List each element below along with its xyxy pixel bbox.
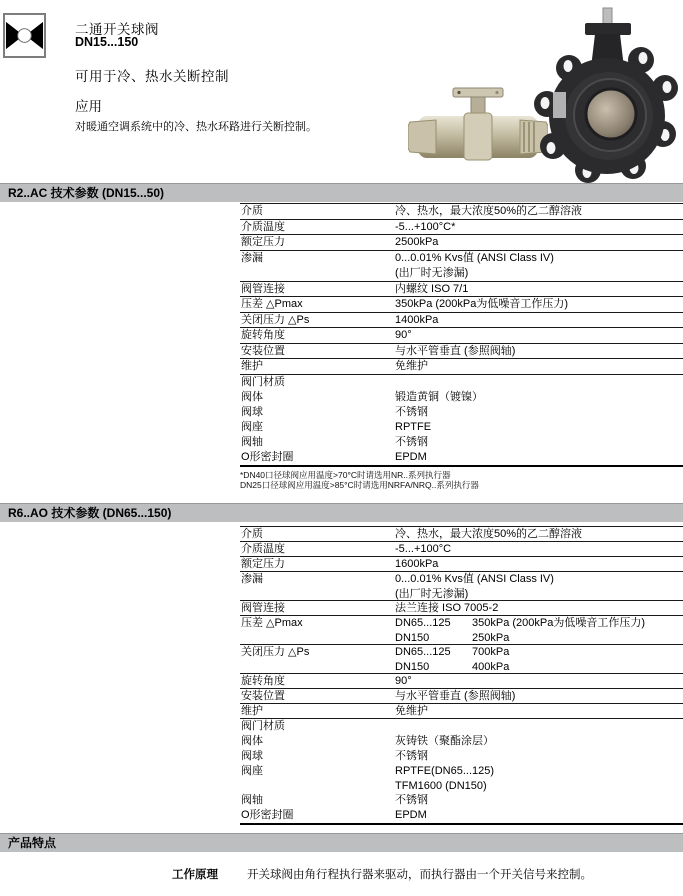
pressure-value: 700kPa <box>472 646 510 658</box>
spec-value: 90° <box>395 329 412 341</box>
spec-label: 旋转角度 <box>241 329 285 341</box>
spec-table-r2ac <box>240 203 683 467</box>
spec-value: 灰铸铁（聚酯涂层） <box>395 735 494 747</box>
two-way-valve-icon <box>3 13 46 58</box>
table-row <box>240 674 683 689</box>
spec-value-line: 0...0.01% Kvs值 (ANSI Class IV) <box>395 251 554 264</box>
materials-group <box>240 719 683 825</box>
spec-label: 阀座 <box>241 420 263 433</box>
spec-label: 安装位置 <box>241 690 285 702</box>
table-row <box>240 204 683 220</box>
spec-label: 旋转角度 <box>241 675 285 687</box>
table-row <box>240 420 683 435</box>
table-row <box>240 764 683 793</box>
spec-value: 与水平管垂直 (参照阀轴) <box>395 344 516 357</box>
spec-value: 内螺纹 ISO 7/1 <box>395 282 469 295</box>
spec-label: 介质 <box>241 528 263 540</box>
table-row <box>240 235 683 251</box>
spec-subrow <box>395 631 683 646</box>
spec-value <box>395 616 683 644</box>
materials-group <box>240 375 683 467</box>
spec-value: 350kPa (200kPa为低噪音工作压力) <box>395 298 568 310</box>
size-range: DN150 <box>395 660 430 673</box>
footnote-line: DN25口径球阀应用温度>85°C时请选用NRFA/NRQ..系列执行器 <box>240 480 479 490</box>
size-range: DN65...125 <box>395 617 451 629</box>
spec-label: 关闭压力 △Ps <box>241 313 310 326</box>
table-row <box>240 344 683 360</box>
table-row <box>240 601 683 616</box>
spec-label: 阀座 <box>241 765 263 777</box>
spec-value-line: TFM1600 (DN150) <box>395 780 487 792</box>
spec-value: 免维护 <box>395 705 428 717</box>
spec-value-line: RPTFE(DN65...125) <box>395 765 495 777</box>
working-principle-text: 开关球阀由角行程执行器来驱动，而执行器由一个开关信号来控制。 <box>247 869 592 881</box>
table-row <box>240 435 683 450</box>
spec-value: 冷、热水，最大浓度50%的乙二醇溶液 <box>395 205 583 217</box>
spec-label: 压差 △Pmax <box>241 617 303 629</box>
table-row <box>240 359 683 375</box>
spec-label: 阀体 <box>241 735 263 747</box>
spec-table-r6ao <box>240 526 683 825</box>
pressure-value: 250kPa <box>472 631 510 644</box>
section-header-r2ac: R2..AC 技术参数 (DN15...50) <box>0 183 683 202</box>
spec-value: -5...+100°C <box>395 543 452 555</box>
spec-label: 渗漏 <box>241 573 263 585</box>
table-row <box>240 616 683 645</box>
table-row <box>240 542 683 557</box>
spec-label: 渗漏 <box>241 251 263 264</box>
spec-value: 90° <box>395 675 412 687</box>
section-header-r6ao: R6..AO 技术参数 (DN65...150) <box>0 503 683 522</box>
spec-label: 阀轴 <box>241 435 263 448</box>
spec-value: 不锈钢 <box>395 405 428 418</box>
model-range: DN15...150 <box>75 35 139 49</box>
table-row <box>240 328 683 344</box>
materials-heading: 阀门材质 <box>241 375 285 388</box>
valve-symbol-icon <box>5 15 44 56</box>
brass-ball-valve-photo <box>408 78 548 173</box>
table-row <box>240 405 683 420</box>
spec-label: 关闭压力 △Ps <box>241 646 310 658</box>
spec-label: O形密封圈 <box>241 809 294 821</box>
table-row <box>240 313 683 329</box>
spec-value: 不锈钢 <box>395 435 428 448</box>
spec-value: RPTFE <box>395 420 432 433</box>
spec-value: EPDM <box>395 809 427 821</box>
pressure-value: 350kPa (200kPa为低噪音工作压力) <box>472 617 645 629</box>
spec-label: 维护 <box>241 705 263 717</box>
spec-label: 介质温度 <box>241 220 285 233</box>
table-row <box>240 297 683 313</box>
spec-label: 安装位置 <box>241 344 285 357</box>
spec-value <box>395 572 683 600</box>
spec-value: 2500kPa <box>395 236 439 248</box>
table-row <box>240 645 683 674</box>
spec-value: 不锈钢 <box>395 794 428 806</box>
table-row <box>240 572 683 601</box>
spec-value <box>395 645 683 673</box>
spec-value-line: 0...0.01% Kvs值 (ANSI Class IV) <box>395 573 554 585</box>
materials-heading: 阀门材质 <box>241 720 285 732</box>
spec-value: 锻造黄铜（镀镍） <box>395 390 483 403</box>
table-row <box>240 719 683 734</box>
table-row <box>240 734 683 749</box>
spec-label: 阀管连接 <box>241 602 285 614</box>
spec-label: 维护 <box>241 360 263 372</box>
spec-value: 不锈钢 <box>395 750 428 762</box>
spec-value: EPDM <box>395 450 427 463</box>
page-title: 二通开关球阀 <box>75 22 159 37</box>
spec-value: 免维护 <box>395 360 428 372</box>
table-row <box>240 704 683 719</box>
spec-subrow <box>395 645 683 660</box>
subtitle: 可用于冷、热水关断控制 <box>75 69 229 84</box>
spec-label: 阀轴 <box>241 794 263 806</box>
spec-value <box>395 251 683 281</box>
footnotes <box>240 470 479 490</box>
spec-value <box>395 764 683 793</box>
flanged-ball-valve-photo <box>533 4 683 184</box>
pressure-value: 400kPa <box>472 660 510 673</box>
section-header-features: 产品特点 <box>0 833 683 852</box>
table-row <box>240 375 683 390</box>
spec-label: 额定压力 <box>241 558 285 570</box>
table-row <box>240 557 683 572</box>
application-text: 对暖通空调系统中的冷、热水环路进行关断控制。 <box>75 121 317 133</box>
spec-value: 法兰连接 ISO 7005-2 <box>395 602 499 614</box>
table-row <box>240 749 683 764</box>
application-heading: 应用 <box>75 99 102 114</box>
spec-label: 介质 <box>241 205 263 217</box>
spec-label: 阀球 <box>241 750 263 762</box>
spec-value: 冷、热水，最大浓度50%的乙二醇溶液 <box>395 528 583 540</box>
spec-value: 与水平管垂直 (参照阀轴) <box>395 690 516 702</box>
table-row <box>240 282 683 298</box>
spec-value: 1600kPa <box>395 558 439 570</box>
size-range: DN65...125 <box>395 646 451 658</box>
spec-label: 阀球 <box>241 405 263 418</box>
spec-label: 阀管连接 <box>241 282 285 295</box>
table-row <box>240 450 683 465</box>
table-row <box>240 793 683 808</box>
spec-label: 介质温度 <box>241 543 285 555</box>
spec-label: O形密封圈 <box>241 450 294 463</box>
spec-label: 阀体 <box>241 390 263 403</box>
working-principle-label: 工作原理 <box>172 869 218 881</box>
spec-subrow <box>395 660 683 675</box>
spec-subrow <box>395 616 683 631</box>
size-range: DN150 <box>395 631 430 644</box>
table-row <box>240 527 683 542</box>
spec-value-line: (出厂时无渗漏) <box>395 266 469 279</box>
table-row <box>240 251 683 282</box>
spec-value: 1400kPa <box>395 313 439 326</box>
spec-label: 压差 △Pmax <box>241 298 303 310</box>
footnote-line: *DN40口径球阀应用温度>70°C时请选用NR..系列执行器 <box>240 470 451 480</box>
table-row <box>240 689 683 704</box>
table-row <box>240 808 683 823</box>
table-row <box>240 390 683 405</box>
spec-value-line: (出厂时无渗漏) <box>395 587 469 600</box>
spec-label: 额定压力 <box>241 236 285 248</box>
table-row <box>240 220 683 236</box>
spec-value: -5...+100°C* <box>395 220 456 233</box>
